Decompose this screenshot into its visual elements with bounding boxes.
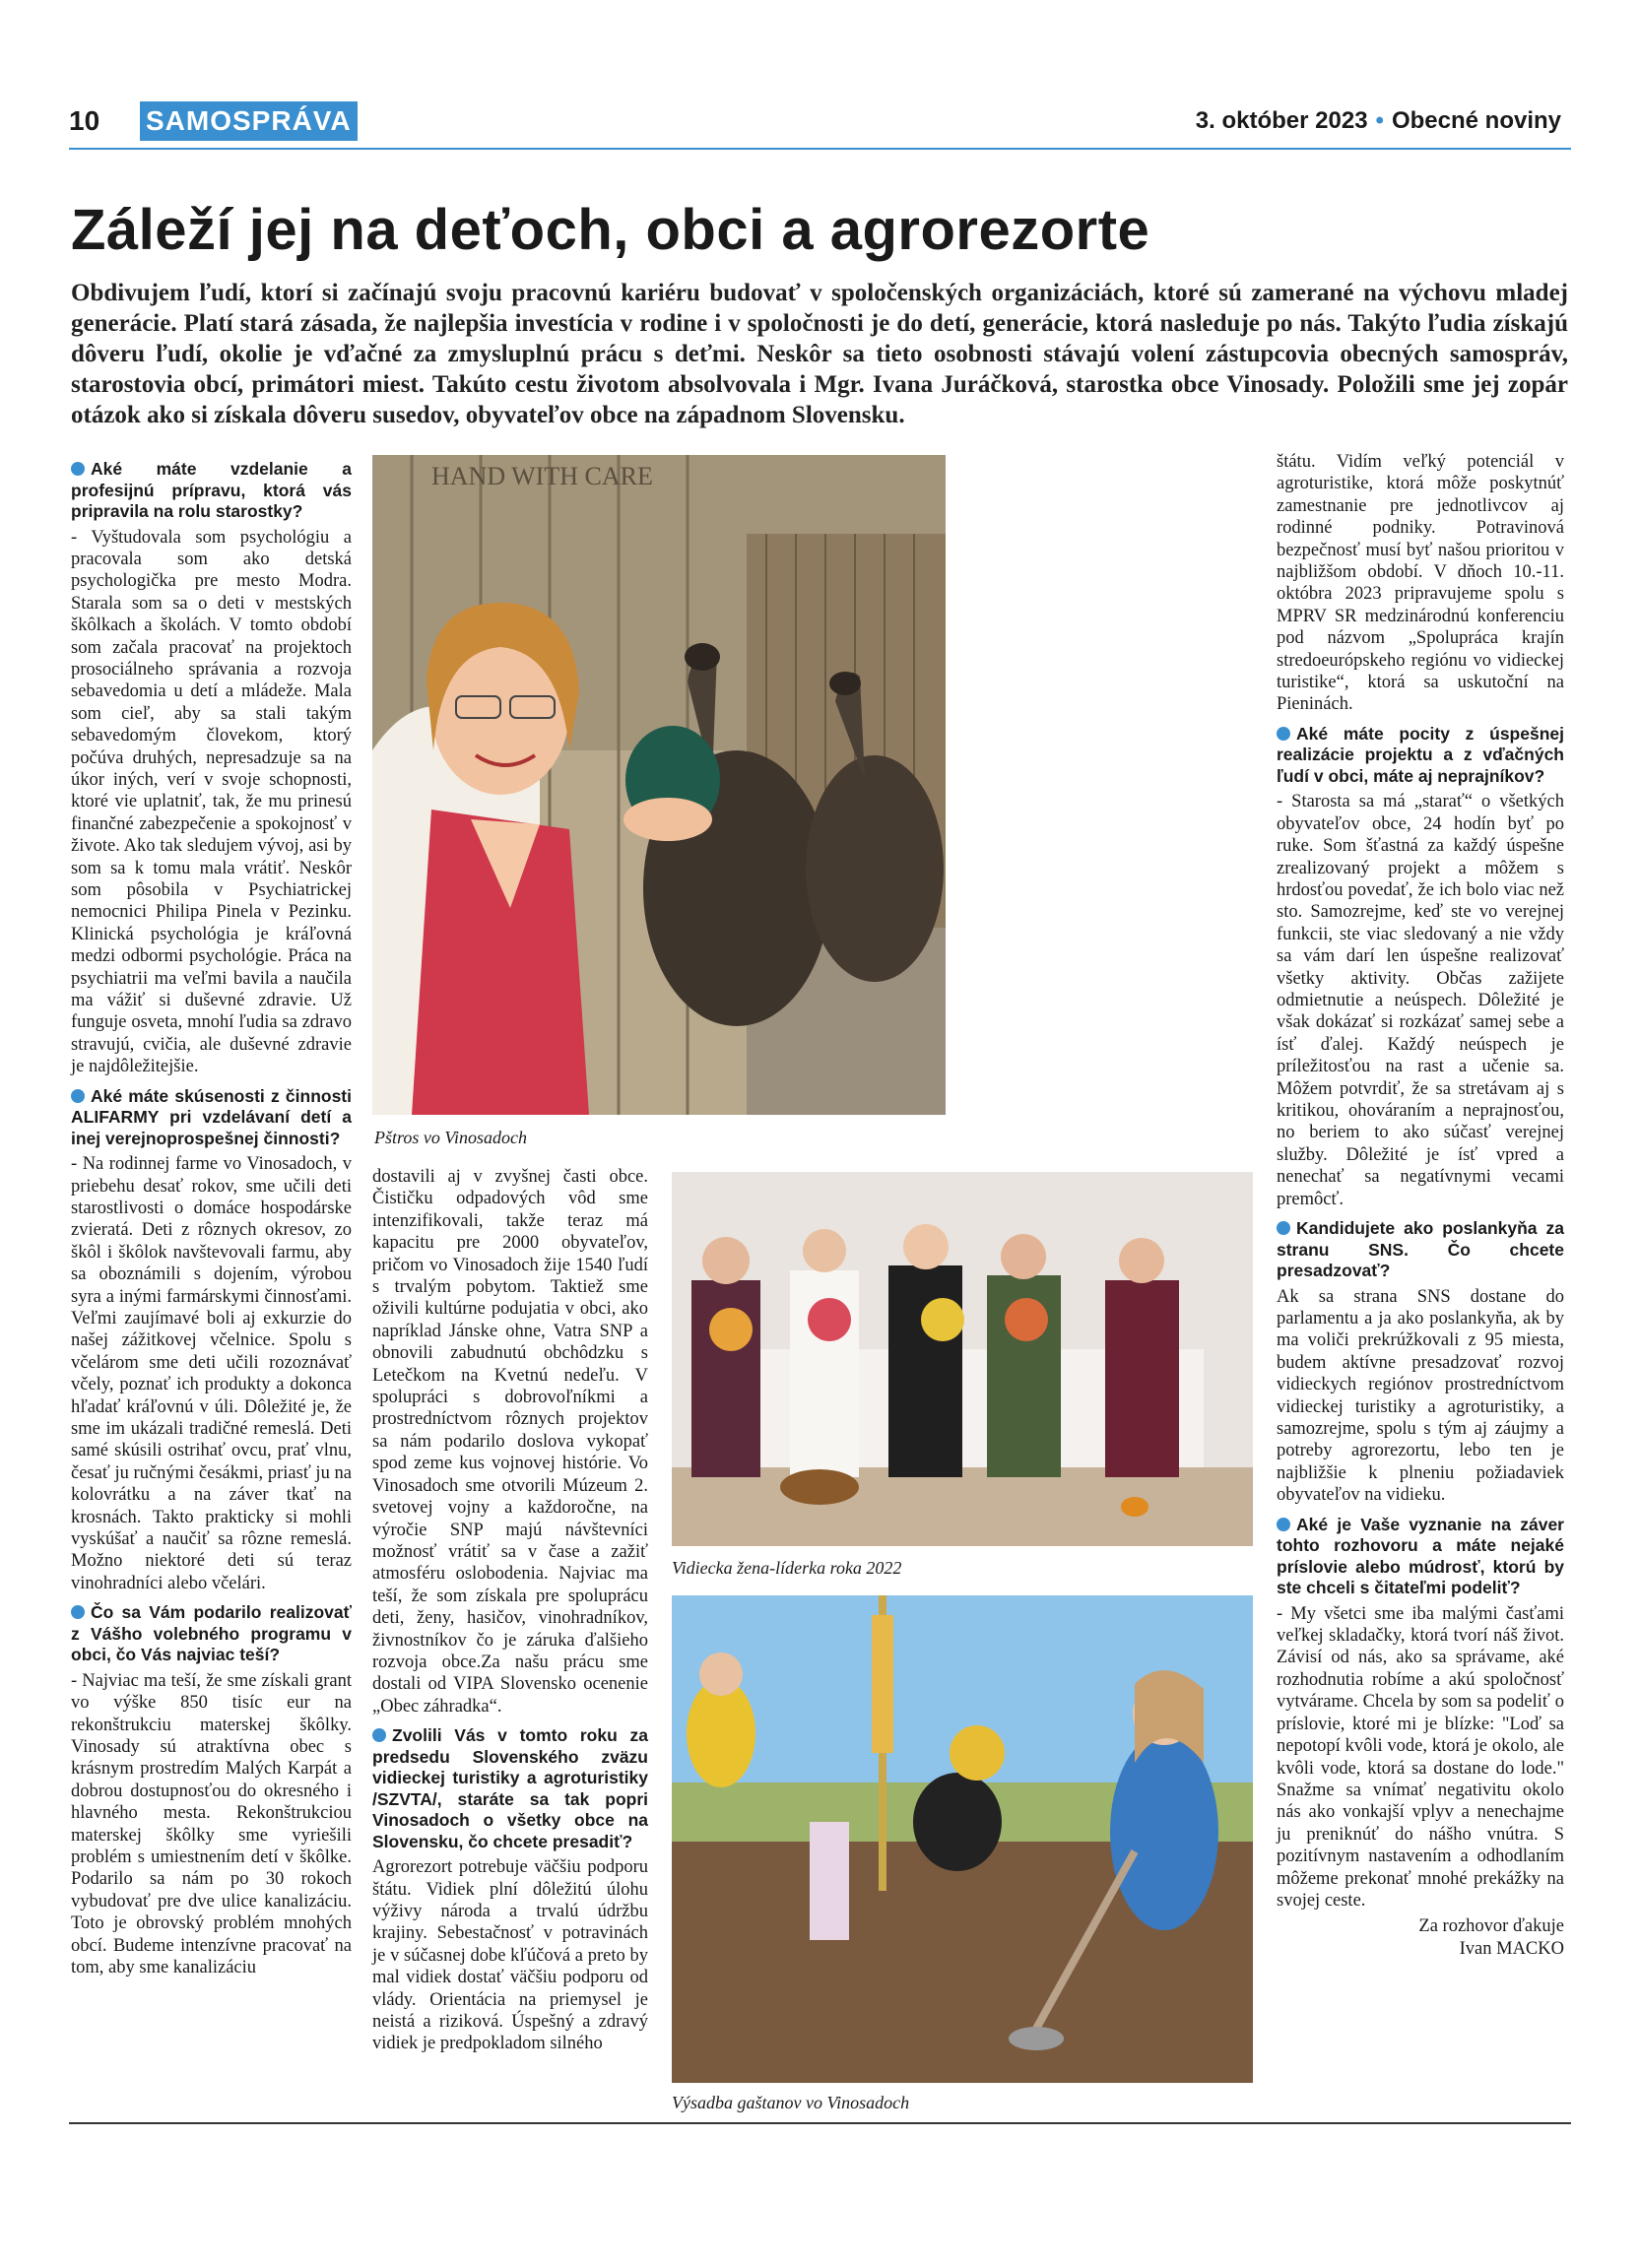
publication-name: Obecné noviny [1391,107,1561,134]
bullet-icon [71,1605,85,1619]
question-4-text: Zvolili Vás v tomto roku za predsedu Slovenského zväzu vidieckej turistiky a agroturistiky /SZVTA/, staráte sa tak popri Vinosadoch o všetky obce na Slovensku, čo chcete presadiť? [372,1725,648,1851]
answer-4: Agrorezort potrebuje väčšiu podporu štátu. Vidiek plní dôležitú úlohu výživy národa a trvalú údržbu krajiny. Sebestačnosť v potravinách je v súčasnej dobe kľúčová a preto by mal vidiek dostať väčšiu podporu od vlády. Orientácia na priemysel je neistá a riziková. Úspešný a zdravý vidiek je predpokladom silného [372,1857,648,2054]
caption-award: Vidiecka žena-líderka roka 2022 [672,1558,902,1578]
photo-children-planting-image [672,1595,1253,2083]
question-1 [71,459,352,523]
article-headline: Záleží jej na deťoch, obci a agrorezorte [71,198,1150,262]
question-5-text: Aké máte pocity z úspešnej realizácie projektu a z vďačných ľudí v obci, máte aj neprajníkov? [1277,723,1564,786]
author-credit [1277,1915,1564,1960]
question-3-text: Čo sa Vám podarilo realizovať z Vášho volebného programu v obci, čo Vás najviac teší? [71,1602,352,1665]
answer-5: - Starosta sa má „starať“ o všetkých obyvateľov obce, 24 hodín byť po ruke. Som šťastná za každý úspešne zrealizovaný projekt a môžem s hrdosťou povedať, že ich bolo viac než sto. Samozrejme, keď ste vo verejnej funkcii, ste viac sledovaný a nie vždy sa vám darí len úspešne realizovať všetky aktivity. Občas zažijete odmietnutie a neúspech. Dôležité je však dokázať si rozkázať samej sebe a ísť ďalej. Každý neúspech je príležitosťou na rast a učenie sa. Môžem potvrdiť, že sa stretávam aj s kritikou, ohováraním a neprajnosťou, no beriem to ako súčasť verejnej služby. Dôležité je ísť vpred a nenechať sa negatívnymi vecami premôcť. [1277,792,1564,1209]
photo-award-women [672,1172,1253,1546]
question-6 [1277,1218,1564,1282]
answer-3: - Najviac ma teší, že sme získali grant vo výške 850 tisíc eur na rekonštrukciu materskej škôlky. Vinosady sú atraktívna obec s krásnym prostredím Malých Karpát a dobrou dostupnosťou do okresného i hlavného mesta. Rekonštrukciou materskej škôlky sme vyriešili problém s umiestnením detí v škôlke. Podarilo sa nám po 30 rokoch vybudovať pre dve ulice kanalizáciu. Toto je obrovský problém mnohých obcí. Budeme intenzívne pracovať na tom, aby sme kanalizáciu [71,1670,352,1978]
caption-emu: Pštros vo Vinosadoch [374,1128,527,1147]
issue-date: 3. október 2023 [1195,107,1368,134]
page-number: 10 [69,105,100,136]
separator-dot: • [1375,107,1384,134]
article-lead: Obdivujem ľudí, ktorí si začínajú svoju pracovnú kariéru budovať v spoločenských organizáciách, ktoré sú zamerané na výchovu mladej generácie. Platí stará zásada, že najlepšia investícia v rodine i v spoločnosti je do detí, generácie, ktorá nasleduje po nás. Takýto ľudia získajú dôveru ľudí, okolie je vďačné za zmysluplnú prácu s deťmi. Neskôr sa tieto osobnosti stávajú volení zástupcovia obecných samospráv, starostovia obcí, primátori miest. Takúto cestu životom absolvovala i Mgr. Ivana Juráčková, starostka obce Vinosady. Položili sme jej zopár otázok ako si získala dôveru susedov, obyvateľov obce na západnom Slovensku. [71,280,1568,428]
question-7-text: Aké je Vaše vyznanie na záver tohto rozhovoru a máte nejaké príslovie alebo múdrosť, ktorú by ste chceli s čitateľmi podeliť? [1277,1514,1564,1598]
bullet-icon [1277,1518,1290,1531]
bullet-icon [71,462,85,476]
question-2 [71,1086,352,1150]
answer-3-continued: dostavili aj v zvyšnej časti obce. Čističku odpadových vôd sme intenzifikovali, takže teraz má kapacitu pre 2000 obyvateľov, pričom vo Vinosadoch žije 1540 ľudí s trvalým pobytom. Taktiež sme oživili kultúrne podujatia v obci, ako napríklad Jánske ohne, Vatra SNP a obnovili zabudnutú obchôdzku s Letečkom na Kvetnú nedeľu. V spolupráci s dobrovoľníkmi a prostredníctvom rôznych projektov sa nám podarilo doslova vykopať spod zeme kus vojnovej histórie. Vo Vinosadoch sme otvorili Múzeum 2. svetovej vojny a každoročne, na výročie SNP majú návštevníci možnosť vrátiť sa v čase a zažiť atmosféru oslobodenia. Najviac ma teší, že som získala pre spoluprácu deti, ženy, hasičov, vinohradníkov, živnostníkov čo je záruka ďalšieho rozvoja obce.Za našu prácu sme dostali od VIPA Slovensko ocenenie „Obec záhradka“. [372,1167,648,1717]
bullet-icon [1277,727,1290,741]
question-5 [1277,724,1564,788]
question-6-text: Kandidujete ako poslankyňa za stranu SNS. Čo chcete presadzovať? [1277,1218,1564,1281]
bottom-rule [69,2122,1571,2124]
photo-emu-woman-image [372,455,946,1115]
caption-planting: Výsadba gaštanov vo Vinosadoch [672,2093,910,2112]
question-1-text: Aké máte vzdelanie a profesijnú prípravu, ktorá vás pripravila na rolu starostky? [71,459,352,521]
answer-4-continued: štátu. Vidím veľký potenciál v agroturistike, ktorá môže poskytnúť zamestnanie pre jednotlivcov aj rodinné podniky. Potravinová bezpečnosť musí byť našou prioritou v najbližšom období. V dňoch 10.-11. októbra 2023 pripravujeme spolu s MPRV SR medzinárodnú konferenciu pod názvom „Spolupráca krajín stredoeurópskeho regiónu vo vidieckej turistike“, ktorá sa uskutoční na Pieninách. [1277,452,1564,715]
question-4 [372,1725,648,1852]
page-header [69,101,1571,149]
svg-text:HAND WITH CARE: HAND WITH CARE [431,462,653,490]
answer-6: Ak sa strana SNS dostane do parlamentu a ja ako poslankyňa, ak by ma voliči prekrúžkovali z 95 miesta, budem aktívne presadzovať rozvoj vidieckych regiónov prostredníctvom vidieckej turistiky a agroturistiky, a samozrejme, spolu s tým aj záujmy a potreby agrorezortu, lebo ten je najbližšie k plneniu požiadaviek obyvateľov na vidieku. [1277,1286,1564,1506]
header-rule [69,148,1571,150]
question-3 [71,1602,352,1666]
issue-info [1196,107,1561,135]
photo-award-women-image [672,1172,1253,1546]
column-1 [71,451,352,1982]
column-2 [372,1166,648,2059]
question-7 [1277,1515,1564,1599]
answer-1: - Vyštudovala som psychológiu a pracovala som ako detská psychologička pre mesto Modra. Starala som sa o deti v mestských škôlkach a školách. V tomto období som začala pracovať na projektoch prosociálneho správania a rozvoja sebavedomia u detí a mládeže. Mala som cieľ, aby sa stali takým sebavedomým človekom, ktorý počúva druhých, nepresadzuje sa na úkor iných, verí v svoje schopnosti, ktoré vie uplatniť, tak, že mu prinesú finančné zabezpečenie a spokojnosť v živote. Ako tak sledujem vývoj, asi by som sa k tomu mala vrátiť. Neskôr som pôsobila v Psychiatrickej nemocnici Philipa Pinela v Pezinku. Klinická psychológia je kráľovná medzi odbormi psychológie. Práca na psychiatrii ma veľmi bavila a naučila ma vážiť si duševné zdravie. Už funguje osveta, mnohí ľudia sa zdravo stravujú, cvičia, ale duševné zdravie je najdôležitejšie. [71,527,352,1077]
photo-children-planting [672,1595,1253,2083]
credit-line-2: Ivan MACKO [1459,1938,1564,1959]
bullet-icon [372,1728,386,1742]
credit-line-1: Za rozhovor ďakuje [1418,1916,1564,1937]
bullet-icon [1277,1221,1290,1235]
column-4 [1277,451,1564,1960]
photo-emu-woman [372,455,946,1115]
section-label: SAMOSPRÁVA [140,101,358,141]
answer-2: - Na rodinnej farme vo Vinosadoch, v priebehu desať rokov, sme učili deti starostlivosti o domáce hospodárske zvieratá. Deti z rôznych okresov, zo škôl i škôlok navštevovali farmu, aby sa oboznámili s dojením, výrobou syra a inými farmárskymi činnosťami. Veľmi zaujímavé boli aj exkurzie do našej zážitkovej včelnice. Spolu s včelárom sme deti učili rozoznávať včely, poznať ich produkty a dokonca hľadať kráľovnú v úli. Dôležité je, že sme im ukázali tradičné remeslá. Deti samé skúsili ostrihať ovcu, prať vlnu, česať ju ručnými česákmi, priasť ju na kolovrátku a na záver tkať na krosnách. Takto prakticky si mohli vyskúšať a naučiť sa rôzne remeslá. Možno niektoré deti sú teraz vinohradníci alebo včelári. [71,1154,352,1593]
question-2-text: Aké máte skúsenosti z činnosti ALIFARMY pri vzdelávaní detí a inej verejnoprospešnej činnosti? [71,1085,352,1148]
bullet-icon [71,1089,85,1103]
answer-7: - My všetci sme iba malými časťami veľkej skladačky, ktorá tvorí náš život. Závisí od nás, ako sa správame, aké rozhodnutia robíme a akú spoločnosť vytvárame. Chcela by som sa podeliť o príslovie, ktoré mi je blízke: "Loď sa nepotopí kvôli vode, ktorá je okolo, ale kvôli vode, ktorá sa dostane do lode." Snažme sa vnímať negativitu okolo nás ako vonkajší vplyv a nenechajme ju preniknúť do nášho vnútra. S pozitívnym nastavením a odhodlaním môžeme prekonať mnohé prekážky na svojej ceste. [1277,1603,1564,1911]
